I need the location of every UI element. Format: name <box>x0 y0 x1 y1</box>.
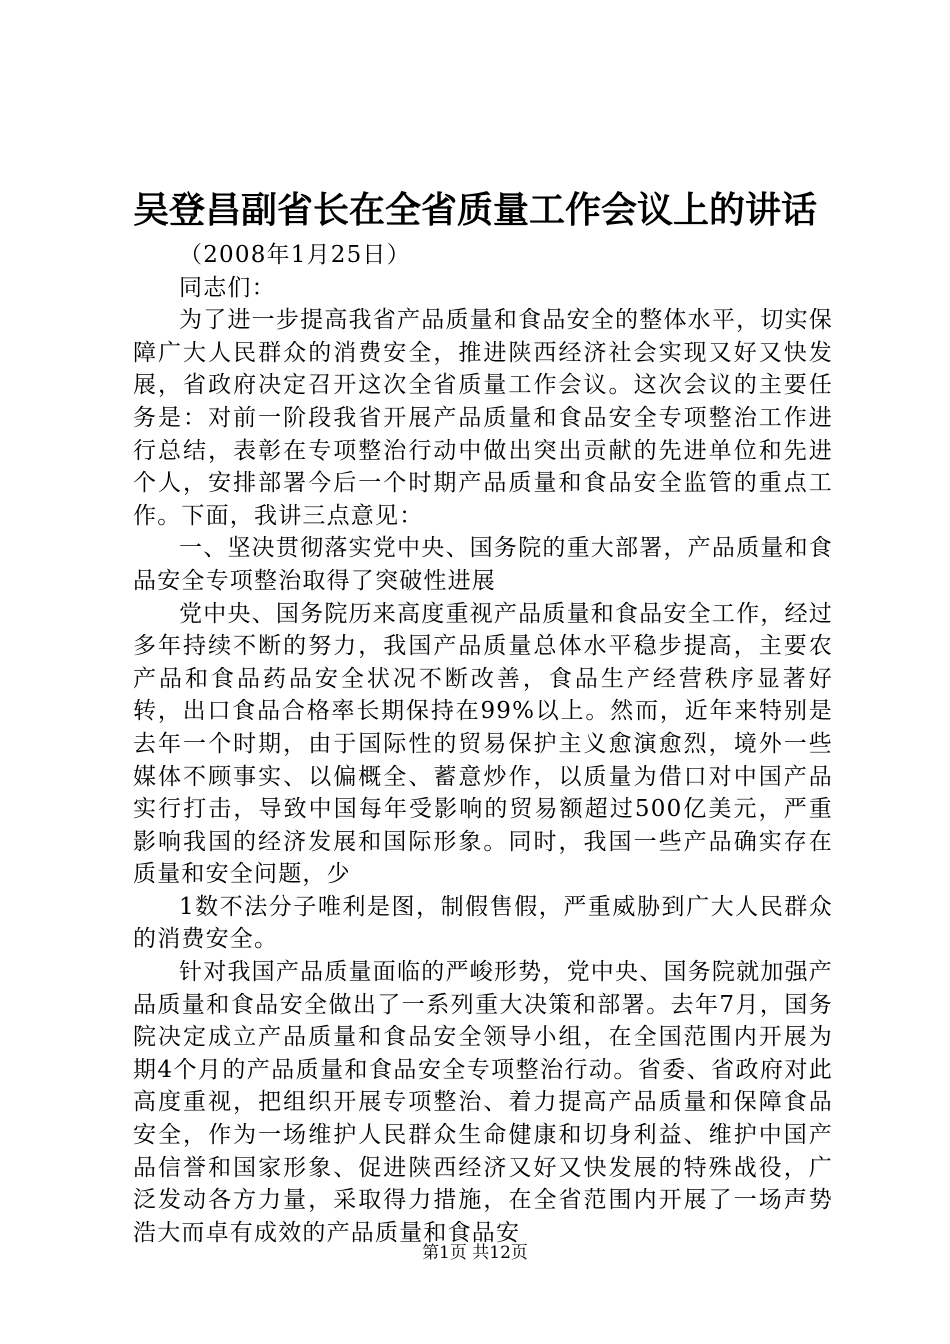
page-number: 第1页 共12页 <box>422 1243 528 1263</box>
paragraph: 为了进一步提高我省产品质量和食品安全的整体水平，切实保障广大人民群众的消费安全，推进陕西经济社会实现又好又快发展，省政府决定召开这次全省质量工作会议。这次会议的主要任务是：对前一阶段我省开展产品质量和食品安全专项整治工作进行总结，表彰在专项整治行动中做出突出贡献的先进单位和先进个人，安排部署今后一个时期产品质量和食品安全监管的重点工作。下面，我讲三点意见： <box>133 307 833 529</box>
section-heading: 一、坚决贯彻落实党中央、国务院的重大部署，产品质量和食品安全专项整治取得了突破性进展 <box>133 535 833 594</box>
document-body <box>133 239 833 1249</box>
paragraph: 党中央、国务院历来高度重视产品质量和食品安全工作，经过多年持续不断的努力，我国产品质量总体水平稳步提高，主要农产品和食品药品安全状况不断改善，食品生产经营秩序显著好转，出口食品合格率长期保持在99%以上。然而，近年来特别是去年一个时期，由于国际性的贸易保护主义愈演愈烈，境外一些媒体不顾事实、以偏概全、蓄意炒作，以质量为借口对中国产品实行打击，导致中国每年受影响的贸易额超过500亿美元，严重影响我国的经济发展和国际形象。同时，我国一些产品确实存在质量和安全问题，少 <box>133 600 833 888</box>
speech-date: （2008年1月25日） <box>179 242 411 268</box>
paragraph: 针对我国产品质量面临的严峻形势，党中央、国务院就加强产品质量和食品安全做出了一系列重大决策和部署。去年7月，国务院决定成立产品质量和食品安全领导小组，在全国范围内开展为期4个月的产品质量和食品安全专项整治行动。省委、省政府对此高度重视，把组织开展专项整治、着力提高产品质量和保障食品安全，作为一场维护人民群众生命健康和切身利益、维护中国产品信誉和国家形象、促进陕西经济又好又快发展的特殊战役，广泛发动各方力量，采取得力措施，在全省范围内开展了一场声势浩大而卓有成效的产品质量和食品安 <box>133 959 833 1246</box>
paragraph: 1数不法分子唯利是图，制假售假，严重威胁到广大人民群众的消费安全。 <box>133 893 833 953</box>
document-title: 吴登昌副省长在全省质量工作会议上的讲话 <box>132 189 817 231</box>
greeting: 同志们： <box>179 274 276 301</box>
